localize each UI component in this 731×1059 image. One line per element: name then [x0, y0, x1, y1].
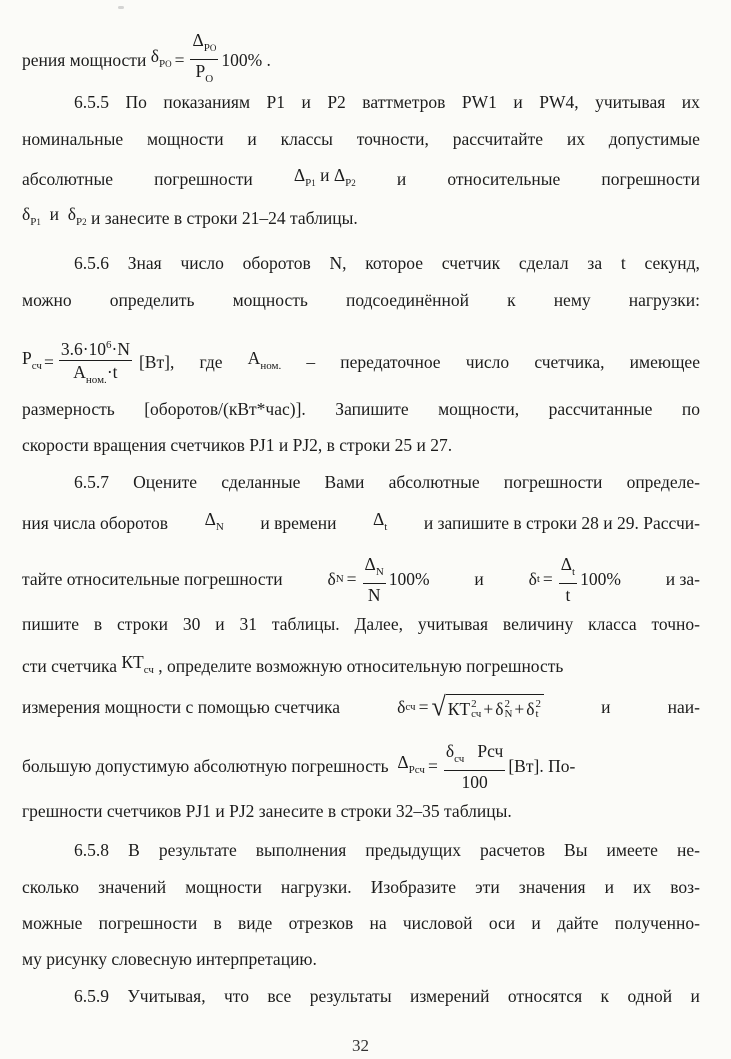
- word: 6.5.8: [74, 840, 109, 860]
- word: оси: [488, 913, 516, 933]
- word: мощности,: [438, 399, 520, 419]
- word: Зная: [127, 253, 162, 273]
- word: по: [681, 399, 700, 419]
- paragraph-657-line-5: сти счетчика $КТ_{сч}$ , определите возможную относительную погрешность: [22, 652, 564, 676]
- word: и: [604, 877, 614, 897]
- word: число: [465, 352, 510, 372]
- word: выполнения: [255, 840, 347, 860]
- word: можно: [22, 290, 72, 310]
- word: в: [213, 913, 222, 933]
- word: определе-: [626, 472, 700, 492]
- word: 30: [182, 614, 201, 634]
- word: значений: [98, 877, 167, 897]
- word: 6.5.9: [74, 986, 109, 1006]
- word: не-: [676, 840, 700, 860]
- word: расчетов: [480, 840, 545, 860]
- word: которое: [365, 253, 424, 273]
- word: имеете: [606, 840, 658, 860]
- word: их: [681, 92, 700, 112]
- text-fragment: погрешности: [154, 169, 253, 189]
- word: значения: [518, 877, 586, 897]
- word: результате: [158, 840, 237, 860]
- word: PW4,: [539, 92, 579, 112]
- word: на: [369, 913, 387, 933]
- word: класса: [588, 614, 637, 634]
- square-root: √ КТ 2 сч + δ 2 N + δ 2 t: [431, 694, 544, 720]
- paragraph-657-line-2: ния числа оборотов $\Delta_N$ и времени $\Delta_t$ и запишите в строки 28 и 29. Рассчи-: [22, 509, 700, 533]
- word: полученно-: [614, 913, 700, 933]
- word: В: [128, 840, 140, 860]
- word: –: [306, 352, 316, 372]
- word: рассчитайте: [452, 129, 544, 149]
- word: к: [507, 290, 516, 310]
- p-sch-symbol: $P_{сч}$: [22, 348, 42, 372]
- paragraph-656-line-4: [22, 398, 700, 420]
- word: сделал: [518, 253, 569, 273]
- delta-p-relative-symbols: $\delta_{P1}$ и $\delta_{P2}$: [22, 204, 87, 228]
- word: [Вт],: [138, 352, 175, 372]
- word: учитывая: [417, 614, 489, 634]
- word: величину: [502, 614, 574, 634]
- sch-relative-error-formula-line: измерения мощности с помощью счетчика δ сч = √ КТ 2 сч + δ 2 N + δ 2 t и наи-: [22, 691, 700, 722]
- paragraph-658-line-4: му рисунку словесную интерпретацию.: [22, 949, 317, 969]
- word: нагрузки:: [628, 290, 700, 310]
- word: учитывая: [595, 92, 666, 112]
- word: ваттметров: [362, 92, 446, 112]
- word: числовой: [402, 913, 473, 933]
- word: и: [690, 986, 700, 1006]
- fraction: $\frac{\Delta_{PO}}{P_O}$: [192, 30, 217, 85]
- paragraph-656-line-5: [22, 434, 700, 456]
- paragraph-656-line-1: [74, 252, 700, 274]
- word: их: [566, 129, 585, 149]
- paragraph-656-line-2: [22, 289, 700, 311]
- word: показаниям: [163, 92, 251, 112]
- word: 31: [239, 614, 258, 634]
- word: абсолютные: [388, 472, 480, 492]
- word: подсоединённой: [345, 290, 469, 310]
- paragraph-657-line-1: [74, 471, 700, 493]
- word: дайте: [557, 913, 599, 933]
- delta-po-symbol: $\delta_{PO}$: [150, 45, 172, 70]
- text-fragment: 100% .: [221, 49, 271, 70]
- word: погрешности: [503, 472, 603, 492]
- word: $A_{ном.}$: [247, 348, 282, 372]
- word: 6.5.5: [74, 92, 109, 112]
- word: рассчитанные: [548, 399, 653, 419]
- word: отрезков: [288, 913, 354, 933]
- paragraph-655-line-4: [22, 203, 700, 233]
- word: и: [215, 614, 225, 634]
- word: число: [180, 253, 224, 273]
- scan-speck: [118, 6, 124, 9]
- word: относятся: [507, 986, 583, 1006]
- word: точно-: [651, 614, 700, 634]
- word: и: [301, 92, 311, 112]
- formula-line-relative-error: [22, 30, 700, 89]
- word: где: [199, 352, 223, 372]
- word: номинальные: [22, 129, 124, 149]
- equals-sign: =: [174, 49, 185, 70]
- text-fragment: абсолютные: [22, 169, 114, 189]
- word: определить: [109, 290, 195, 310]
- word: [оборотов/(кВт*час)].: [144, 399, 306, 419]
- word: погрешности: [98, 913, 198, 933]
- delta-p-symbols: $\Delta_{P1}$ и $\Delta_{P2}$: [293, 165, 356, 189]
- paragraph-658-line-2: [22, 876, 700, 898]
- word: и: [531, 913, 541, 933]
- word: строки: [117, 614, 169, 634]
- word: и: [513, 92, 523, 112]
- paragraph-657-line-8: грешности счетчиков PJ1 и PJ2 занесите в строки 32–35 таблицы.: [22, 801, 512, 821]
- paragraph-655-line-2: [22, 128, 700, 150]
- word: эти: [475, 877, 500, 897]
- word: все: [267, 986, 292, 1006]
- word: сделанные: [221, 472, 301, 492]
- word: результаты: [309, 986, 392, 1006]
- text-fragment: рения мощности: [22, 49, 147, 70]
- word: их: [633, 877, 652, 897]
- word: передаточное: [340, 352, 441, 372]
- word: t: [620, 253, 626, 273]
- page-number: 32: [352, 1036, 369, 1055]
- relative-errors-formula-line: тайте относительные погрешности δ N = $\frac{\Delta_N}{N}$ 100% и δ t = $\frac{\Delta_t}{t}$ 100% и за-: [22, 553, 700, 605]
- word: PW1: [461, 92, 497, 112]
- word: предыдущих: [365, 840, 461, 860]
- word: Оцените: [133, 472, 198, 492]
- paragraph-658-line-1: [74, 839, 700, 861]
- word: Вы: [564, 840, 588, 860]
- word: классы: [280, 129, 333, 149]
- word: воз-: [670, 877, 700, 897]
- word: сколько: [22, 877, 79, 897]
- word: Запишите: [335, 399, 409, 419]
- word: P1: [266, 92, 285, 112]
- word: таблицы.: [271, 614, 340, 634]
- word: измерений: [410, 986, 490, 1006]
- paragraph-658-line-3: [22, 912, 700, 934]
- power-fraction: $\frac{3.6\cdot 10^6\cdot N}{A_{ном.}\cdot t}$: [59, 335, 132, 390]
- word: допустимые: [608, 129, 700, 149]
- word: счетчик: [441, 253, 501, 273]
- word: за: [587, 253, 603, 273]
- paragraph-655-line-1: [74, 91, 700, 113]
- word: Учитывая,: [127, 986, 206, 1006]
- word: мощность: [232, 290, 308, 310]
- word: Изобразите: [370, 877, 457, 897]
- word: N,: [329, 253, 347, 273]
- text-fragment: скорости вращения счетчиков PJ1 и PJ2, в строки 25 и 27.: [22, 435, 453, 455]
- paragraph-657-line-4: [22, 613, 700, 635]
- word: нему: [553, 290, 591, 310]
- word: имеющее: [629, 352, 700, 372]
- text-fragment: и занесите в строки 21–24 таблицы.: [91, 208, 358, 228]
- word: Далее,: [354, 614, 403, 634]
- word: в: [93, 614, 103, 634]
- word: виде: [238, 913, 273, 933]
- word: одной: [627, 986, 673, 1006]
- word: что: [224, 986, 249, 1006]
- word: секунд,: [644, 253, 700, 273]
- text-fragment: и: [396, 169, 407, 189]
- text-fragment: относительные: [447, 169, 561, 189]
- word: оборотов: [242, 253, 311, 273]
- word: можные: [22, 913, 83, 933]
- sch-absolute-error-formula-line: большую допустимую абсолютную погрешность $\Delta_{Pсч}$ = $\frac{\delta_{сч} Pсч}{100}$ [Вт]. По-: [22, 740, 576, 792]
- power-formula-line: $P_{сч}$ = $\frac{3.6\cdot 10^6\cdot N}{A_{ном.}\cdot t}$ [Вт], где $A_{ном.}$ – передаточное число счетчика, имеющее: [22, 340, 700, 384]
- word: размерность: [22, 399, 115, 419]
- word: и: [247, 129, 257, 149]
- word: мощности: [185, 877, 262, 897]
- word: к: [600, 986, 610, 1006]
- word: точности,: [356, 129, 429, 149]
- paragraph-659-line-1: [74, 985, 700, 1007]
- word: пишите: [22, 614, 79, 634]
- word: Вами: [324, 472, 365, 492]
- word: нагрузки.: [280, 877, 352, 897]
- word: мощности: [146, 129, 224, 149]
- word: P2: [327, 92, 346, 112]
- word: счетчика,: [534, 352, 605, 372]
- word: По: [125, 92, 147, 112]
- word: 6.5.7: [74, 472, 109, 492]
- word: 6.5.6: [74, 253, 109, 273]
- text-fragment: погрешности: [601, 169, 700, 189]
- paragraph-655-line-3: [22, 164, 700, 194]
